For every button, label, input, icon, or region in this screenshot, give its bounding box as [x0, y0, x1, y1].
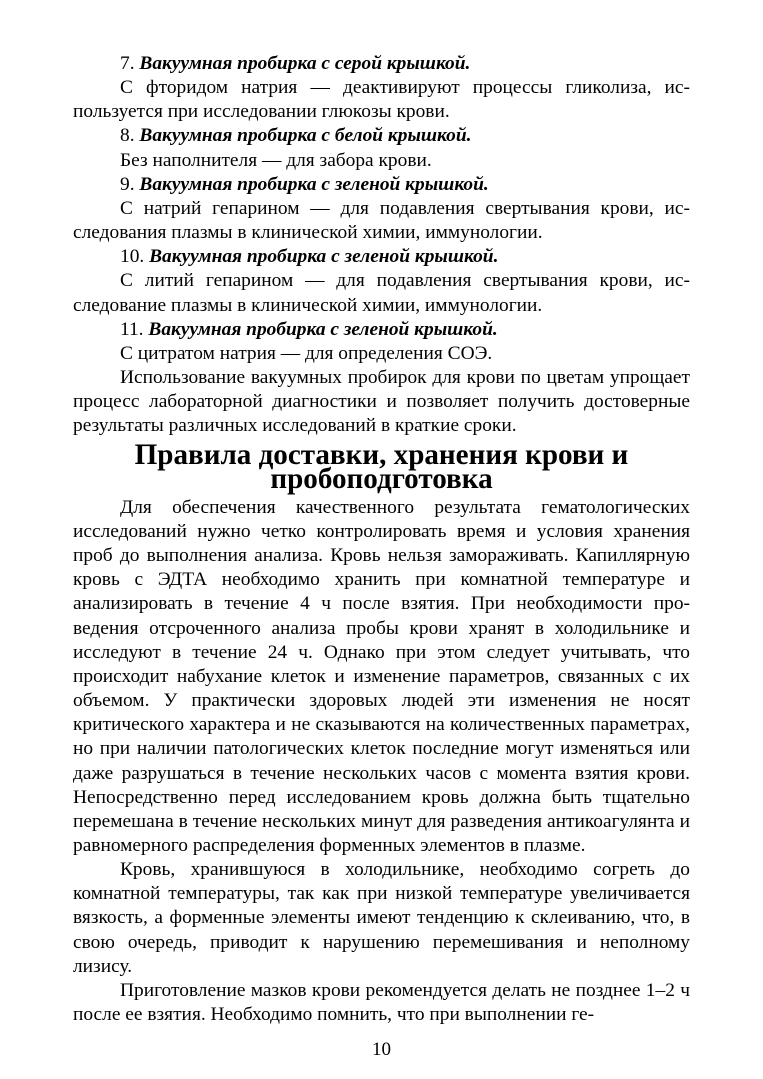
tube-item-title: [73, 52, 690, 76]
section-heading: Правила доставки, хранения крови и пробоподготовка: [134, 438, 629, 495]
summary-paragraph: Использование вакуумных пробирок для крови по цветам упрощает процесс лабораторной диагностики и позволяет получить достоверные результаты различных исследований в краткие сроки.: [73, 367, 690, 437]
tube-item-description: Без наполнителя — для забора крови.: [120, 149, 432, 171]
item-number: 11.: [120, 318, 144, 340]
body-paragraph: Для обеспечения качественного результата гематологических исследований нужно четко контролировать время и условия хранения проб до выполнения анализа. Кровь нельзя замораживать. Капиллярную кровь с ЭДТА необходимо хранить при комнатной температуре и анализировать в течение 4 ч после взятия. При необходимости проведения отсроченного анализа пробы крови хранят в холодильнике и исследуют в течение 24 ч. Однако при этом следует учитывать, что происходит набухание клеток и изменение параметров, связанных с их объемом. У практически здоровых людей эти изменения не носят критического характера и не сказываются на количественных параметрах, но при наличии патологических клеток последние могут изменяться или даже разрушаться в течение нескольких часов с момента взятия крови. Непосредственно перед исследованием кровь должна быть тщательно перемешана в течение нескольких минут для разведения антикоагулянта и равномерного распределения форменных элементов в плазме.: [73, 496, 690, 856]
tube-item-title: [73, 318, 690, 342]
tube-item-title: [73, 173, 690, 197]
body-paragraph: Кровь, хранившуюся в холодильнике, необходимо согреть до комнатной температуры, так как при низкой температуре увеличивается вязкость, а форменные элементы имеют тенденцию к склеиванию, что, в свою очередь, приводит к нарушению перемешивания и неполному лизису.: [73, 859, 690, 977]
tube-item-description: С натрий гепарином — для подавления свертывания крови, исследования плазмы в клинической химии, иммунологии.: [73, 197, 690, 244]
page-content: [73, 52, 690, 1027]
item-number: 8.: [120, 125, 135, 147]
item-title-text: Вакуумная пробирка с зеленой крышкой.: [139, 173, 489, 195]
item-number: 7.: [120, 53, 135, 74]
tube-item-title: [73, 124, 690, 148]
item-title-text: Вакуумная пробирка с зеленой крышкой.: [148, 318, 498, 340]
tube-item-description: С фторидом натрия — деактивируют процессы гликолиза, используется при исследовании глюкозы крови.: [73, 77, 690, 123]
tube-item-description: С цитратом натрия — для определения СОЭ.: [120, 342, 493, 364]
tube-item-title: [73, 245, 690, 269]
body-paragraph: Приготовление мазков крови рекомендуется делать не позднее 1–2 ч после ее взятия. Необходимо помнить, что при выполнении ге-: [73, 979, 690, 1026]
page-number: 10: [372, 1039, 391, 1060]
item-title-text: Вакуумная пробирка с зеленой крышкой.: [149, 246, 499, 268]
item-title-text: Вакуумная пробирка с белой крышкой.: [139, 125, 472, 147]
tube-item-description: С литий гепарином — для подавления свертывания крови, исследование плазмы в клинической химии, иммунологии.: [73, 270, 690, 316]
item-title-text: Вакуумная пробирка с серой крышкой.: [139, 53, 471, 74]
item-number: 9.: [120, 173, 135, 195]
item-number: 10.: [120, 246, 145, 268]
